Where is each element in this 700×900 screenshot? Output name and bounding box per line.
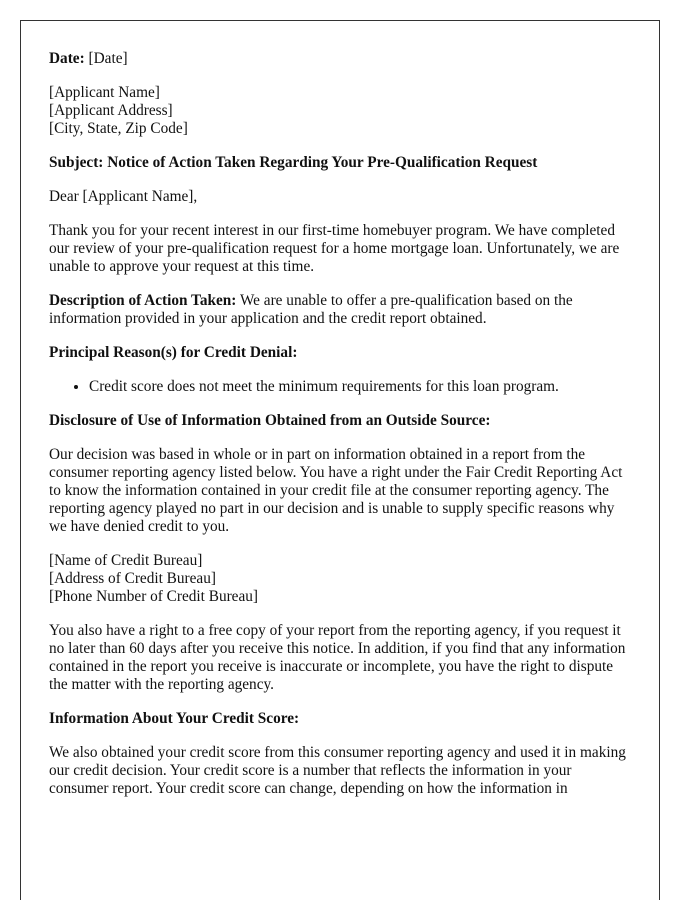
applicant-address: [Applicant Address]	[49, 102, 173, 119]
credit-bureau-block	[49, 552, 631, 606]
applicant-address-block	[49, 84, 631, 138]
letter-page	[20, 20, 660, 900]
action-text: We are unable to offer a pre-qualification based on the information provided in your application and the credit report obtained.	[49, 292, 573, 327]
reason-item: • Credit score does not meet the minimum requirements for this loan program.	[89, 378, 631, 396]
date-label: Date:	[49, 50, 85, 67]
salutation: Dear [Applicant Name],	[49, 188, 198, 205]
free-copy-paragraph: You also have a right to a free copy of your report from the reporting agency, if you request it no later than 60 days after you receive this notice. In addition, if you find that any information contained in the report you receive is inaccurate or incomplete, you have the right to dispute the matter with the reporting agency.	[49, 622, 626, 693]
bureau-name: [Name of Credit Bureau]	[49, 552, 203, 569]
subject-line: Subject: Notice of Action Taken Regarding Your Pre-Qualification Request	[49, 154, 538, 171]
score-paragraph: We also obtained your credit score from this consumer reporting agency and used it in making our credit decision. Your credit score is a number that reflects the information in your consumer report. Your credit score can change, depending on how the information in	[49, 744, 626, 797]
intro-paragraph: Thank you for your recent interest in our first-time homebuyer program. We have completed our review of your pre-qualification request for a home mortgage loan. Unfortunately, we are unable to approve your request at this time.	[49, 222, 620, 275]
letter-body	[49, 50, 631, 814]
applicant-city: [City, State, Zip Code]	[49, 120, 188, 137]
disclosure-paragraph: Our decision was based in whole or in part on information obtained in a report from the consumer reporting agency listed below. You have a right under the Fair Credit Reporting Act to know the information contained in your credit file at the consumer reporting agency. The reporting agency played no part in our decision and is unable to supply specific reasons why we have denied credit to you.	[49, 446, 623, 535]
action-label: Description of Action Taken:	[49, 292, 237, 309]
bureau-address: [Address of Credit Bureau]	[49, 570, 216, 587]
reasons-heading: Principal Reason(s) for Credit Denial:	[49, 344, 298, 361]
score-heading: Information About Your Credit Score:	[49, 710, 300, 727]
date-value: [Date]	[88, 50, 128, 67]
applicant-name: [Applicant Name]	[49, 84, 160, 101]
action-taken-paragraph	[49, 292, 631, 328]
date-line	[49, 50, 631, 68]
reasons-list	[49, 378, 631, 396]
bureau-phone: [Phone Number of Credit Bureau]	[49, 588, 259, 605]
disclosure-heading: Disclosure of Use of Information Obtained from an Outside Source:	[49, 412, 491, 429]
